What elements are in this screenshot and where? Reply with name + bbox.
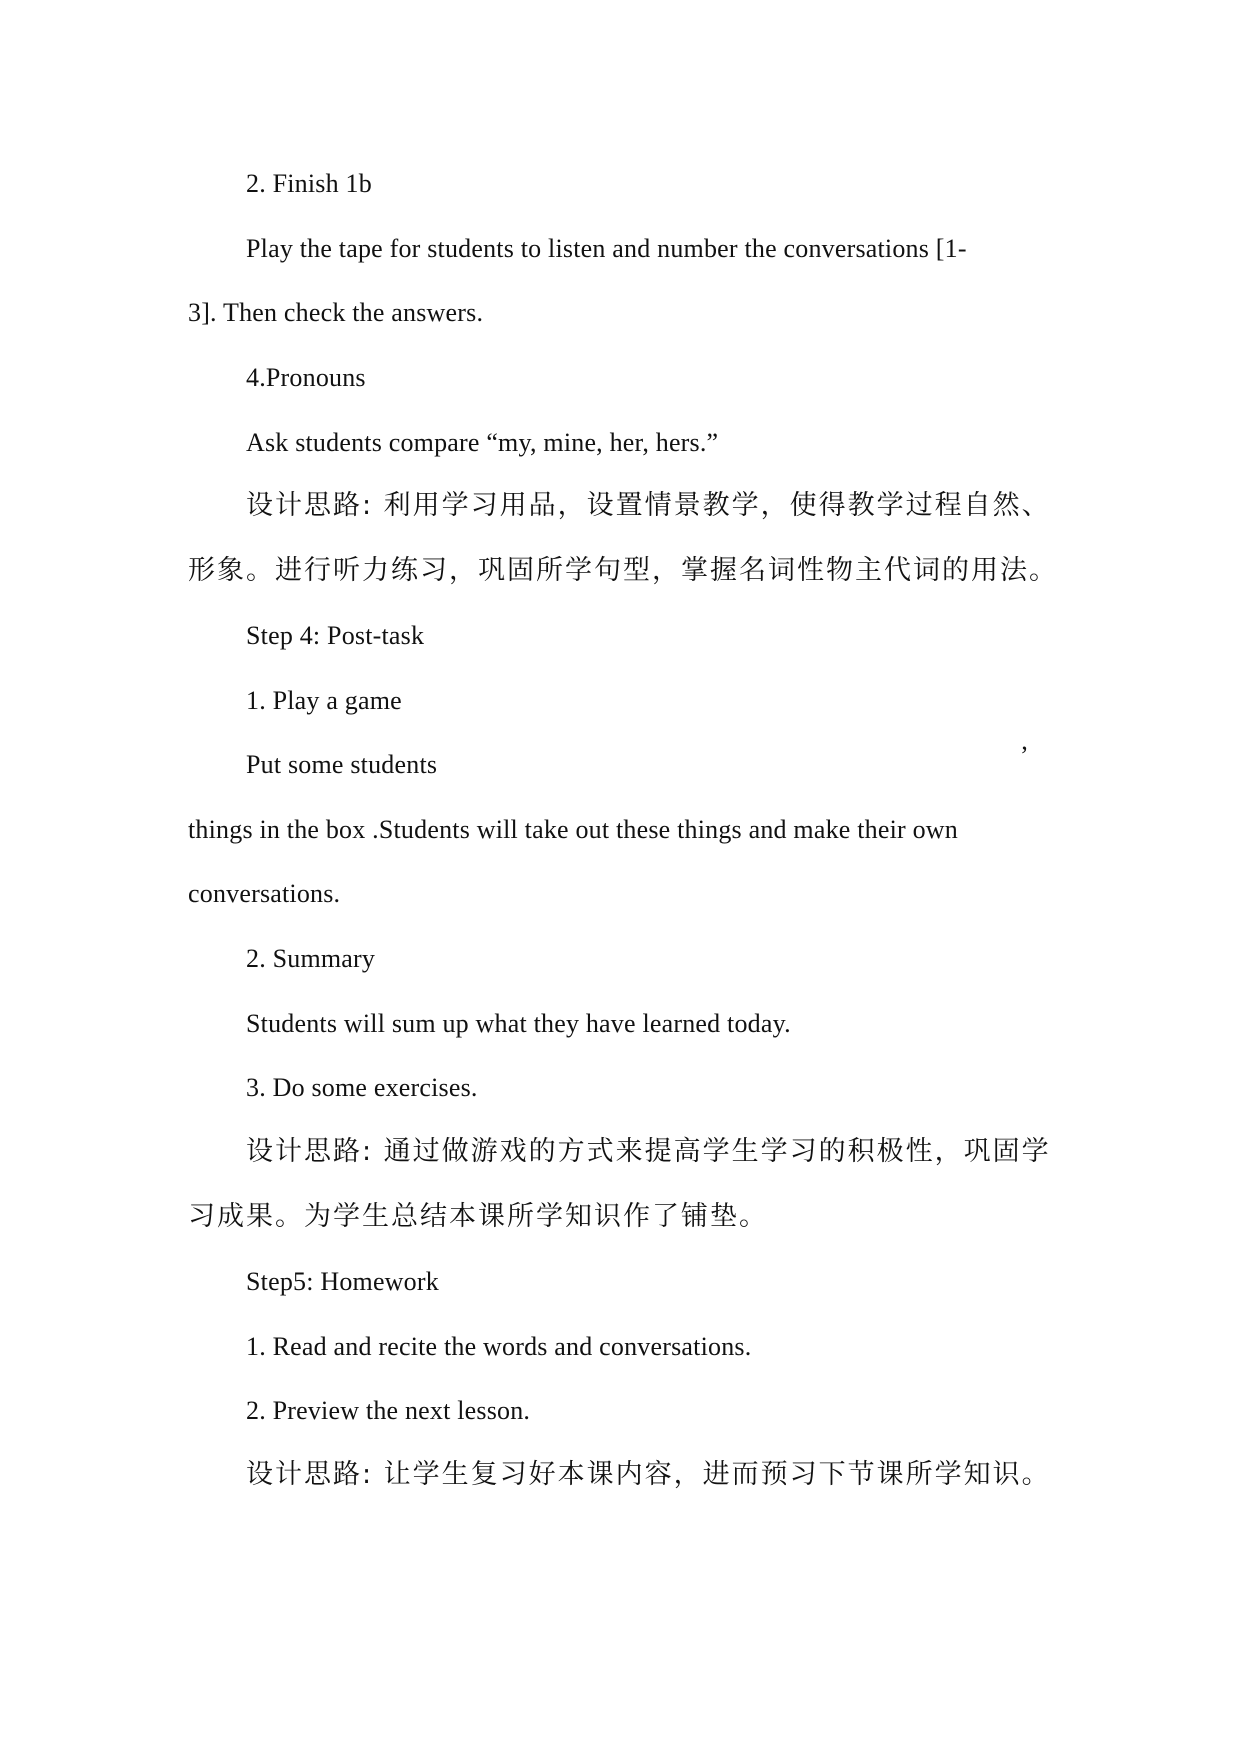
- heading-summary: 2. Summary: [246, 944, 376, 973]
- heading-pronouns: 4.Pronouns: [246, 363, 366, 392]
- heading-play-a-game: 1. Play a game: [246, 686, 402, 715]
- design-idea-line: 设计思路: 让学生复习好本课内容，进而预习下节课所学知识。: [246, 1459, 1051, 1490]
- homework-item: 1. Read and recite the words and conversations.: [246, 1332, 752, 1361]
- design-idea-line: 设计思路: 利用学习用品，设置情景教学，使得教学过程自然、: [246, 490, 1051, 521]
- design-idea-line: 习成果。为学生总结本课所学知识作了铺垫。: [188, 1201, 768, 1232]
- paragraph-line: conversations.: [188, 879, 341, 908]
- heading-step-4: Step 4: Post-task: [246, 621, 425, 650]
- paragraph-line: Students will sum up what they have learned today.: [246, 1009, 791, 1038]
- design-idea-line: 形象。进行听力练习，巩固所学句型，掌握名词性物主代词的用法。: [188, 555, 1058, 586]
- heading-finish-1b: 2. Finish 1b: [246, 169, 372, 198]
- paragraph-line: 3]. Then check the answers.: [188, 298, 484, 327]
- homework-item: 2. Preview the next lesson.: [246, 1396, 531, 1425]
- heading-exercises: 3. Do some exercises.: [246, 1073, 478, 1102]
- design-idea-line: 设计思路: 通过做游戏的方式来提高学生学习的积极性，巩固学: [246, 1136, 1051, 1167]
- paragraph-line: Put some students: [246, 750, 438, 779]
- apostrophe-mark: ’: [1020, 741, 1029, 770]
- paragraph-line: things in the box .Students will take out these things and make their own: [188, 815, 958, 844]
- heading-step-5: Step5: Homework: [246, 1267, 439, 1296]
- paragraph-line: Play the tape for students to listen and number the conversations [1-: [246, 234, 967, 263]
- paragraph-line: Ask students compare “my, mine, her, hers.”: [246, 428, 719, 457]
